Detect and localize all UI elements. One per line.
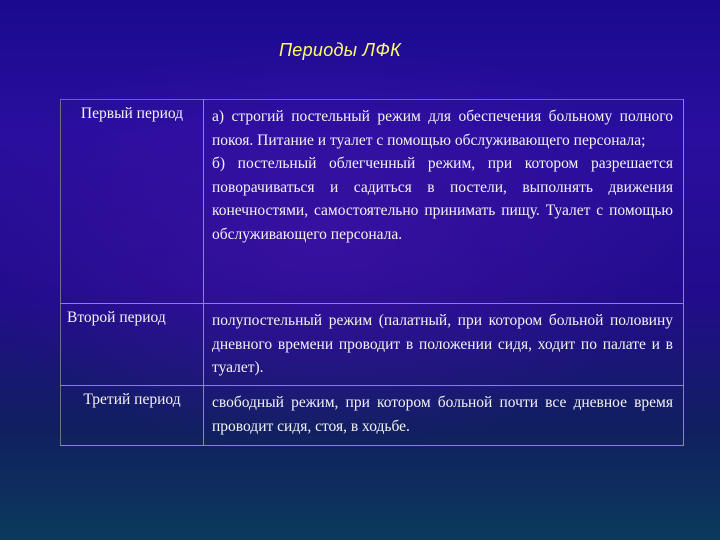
table-row (61, 304, 684, 386)
period-name-2: Второй период (61, 304, 204, 386)
period-description-1 (204, 100, 684, 304)
period-1-item-a: а) строгий постельный режим для обеспечения больному полного покоя. Питание и туалет с помощью обслуживающего персонала; (212, 108, 673, 149)
period-2-item: полупостельный режим (палатный, при котором больной половину дневного времени проводит в положении сидя, ходит по палате и в туалет). (212, 312, 673, 376)
slide-title: Периоды ЛФК (278, 40, 402, 60)
table-row (61, 386, 684, 446)
period-description-2 (204, 304, 684, 386)
period-name-1: Первый период (61, 100, 204, 304)
table-row (61, 100, 684, 304)
period-3-item: свободный режим, при котором больной почти все дневное время проводит сидя, стоя, в ходьбе. (212, 394, 673, 435)
periods-table (60, 99, 684, 446)
period-description-3 (204, 386, 684, 446)
period-name-3: Третий период (61, 386, 204, 446)
period-1-item-b: б) постельный облегченный режим, при котором разрешается поворачиваться и садиться в постели, выполнять движения конечностями, самостоятельно принимать пищу. Туалет с помощью обслуживающего персонала. (212, 155, 673, 243)
